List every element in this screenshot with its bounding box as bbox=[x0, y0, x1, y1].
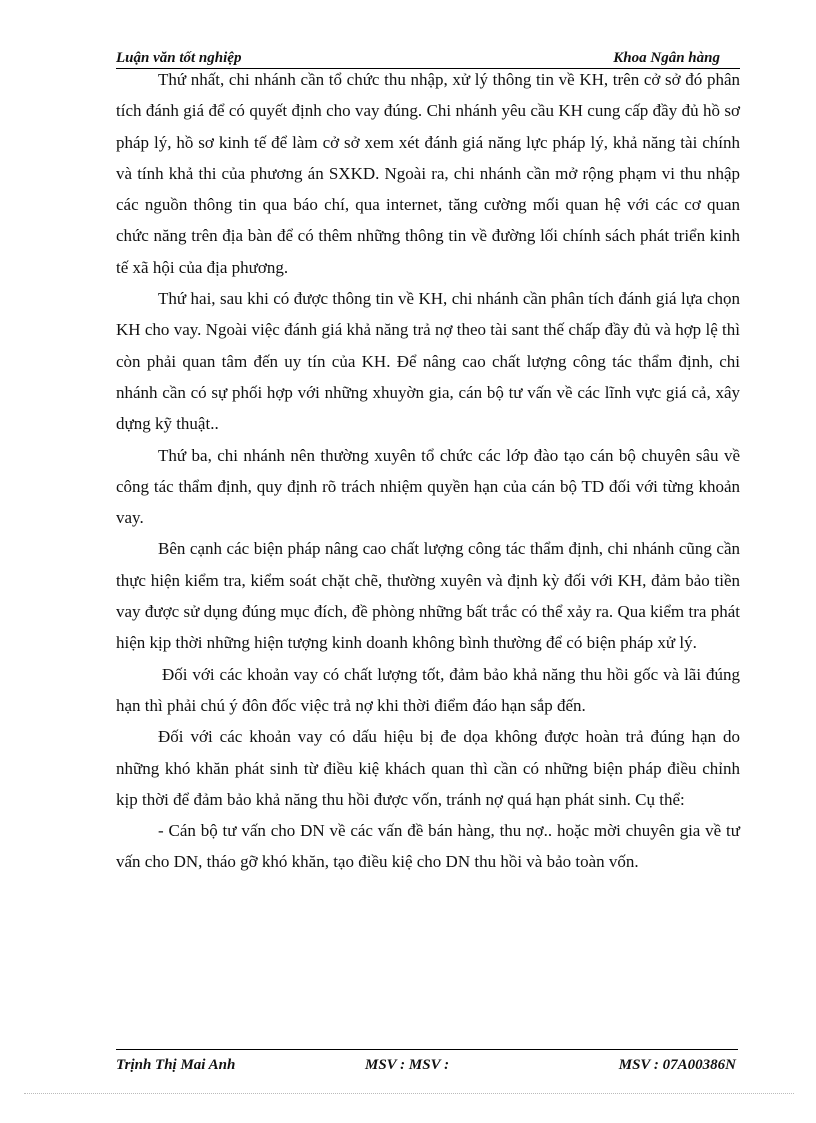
paragraph-2: Thứ hai, sau khi có được thông tin về KH, chi nhánh cần phân tích đánh giá lựa chọn KH cho vay. Ngoài việc đánh giá khả năng trả nợ theo tài sant thế chấp đầy đủ và hợp lệ thì còn phải quan tâm đến uy tín của KH. Để nâng cao chất lượng công tác thẩm định, chi nhánh cần có sự phối hợp với những xhuyờn gia, cán bộ tư vấn về các lĩnh vực giá cả, xây dựng kỹ thuật.. bbox=[116, 289, 740, 434]
paragraph-5: Đối với các khoản vay có chất lượng tốt, đảm bảo khả năng thu hồi gốc và lãi đúng hạn thì phải chú ý đôn đốc việc trả nợ khi thời điểm đáo hạn sắp đến. bbox=[116, 664, 740, 715]
page-footer bbox=[116, 1049, 738, 1076]
paragraph-1: Thứ nhất, chi nhánh cần tổ chức thu nhập, xử lý thông tin về KH, trên cở sở đó phân tích đánh giá để có quyết định cho vay đúng. Chi nhánh yêu cầu KH cung cấp đầy đủ hồ sơ pháp lý, hồ sơ kinh tế để làm cở sở xem xét đánh giá năng lực pháp lý, khả năng tài chính và tính khả thi của phương án SXKD. Ngoài ra, chi nhánh cần mở rộng phạm vi thu nhập các nguồn thông tin qua báo chí, qua internet, tăng cường mối quan hệ với các cơ quan chức năng trên địa bàn để có thêm những thông tin về đường lối chính sách phát triển kinh tế xã hội của địa phương. bbox=[116, 70, 740, 277]
footer-student-id-placeholder: MSV : MSV : bbox=[365, 1057, 450, 1073]
paragraph-3: Thứ ba, chi nhánh nên thường xuyên tổ chức các lớp đào tạo cán bộ chuyên sâu về công tác thẩm định, quy định rõ trách nhiệm quyền hạn của cán bộ TD đối với từng khoản vay. bbox=[116, 445, 740, 528]
header-thesis-label: Luận văn tốt nghiệp bbox=[116, 50, 242, 66]
page-bottom-divider bbox=[24, 1093, 794, 1094]
document-body bbox=[116, 64, 740, 878]
paragraph-7: - Cán bộ tư vấn cho DN về các vấn đề bán hàng, thu nợ.. hoặc mời chuyên gia về tư vấn cho DN, tháo gỡ khó khăn, tạo điều kiệ cho DN thu hồi và bảo toàn vốn. bbox=[116, 821, 740, 872]
paragraph-4: Bên cạnh các biện pháp nâng cao chất lượng công tác thẩm định, chi nhánh cũng cần thực hiện kiểm tra, kiểm soát chặt chẽ, thường xuyên và định kỳ đối với KH, đảm bảo tiền vay được sử dụng đúng mục đích, đề phòng những bất trắc có thể xảy ra. Qua kiểm tra phát hiện kịp thời những hiện tượng kinh doanh không bình thường để có biện pháp xử lý. bbox=[116, 539, 740, 653]
footer-student-id: MSV : 07A00386N bbox=[618, 1057, 736, 1073]
paragraph-6: Đối với các khoản vay có dấu hiệu bị đe dọa không được hoàn trả đúng hạn do những khó khăn phát sinh từ điều kiệ khách quan thì cần có những biện pháp điều chỉnh kịp thời để đảm bảo khả năng thu hồi được vốn, tránh nợ quá hạn phát sinh. Cụ thể: bbox=[116, 727, 740, 809]
header-faculty-label: Khoa Ngân hàng bbox=[613, 50, 720, 66]
footer-author: Trịnh Thị Mai Anh bbox=[116, 1057, 236, 1073]
